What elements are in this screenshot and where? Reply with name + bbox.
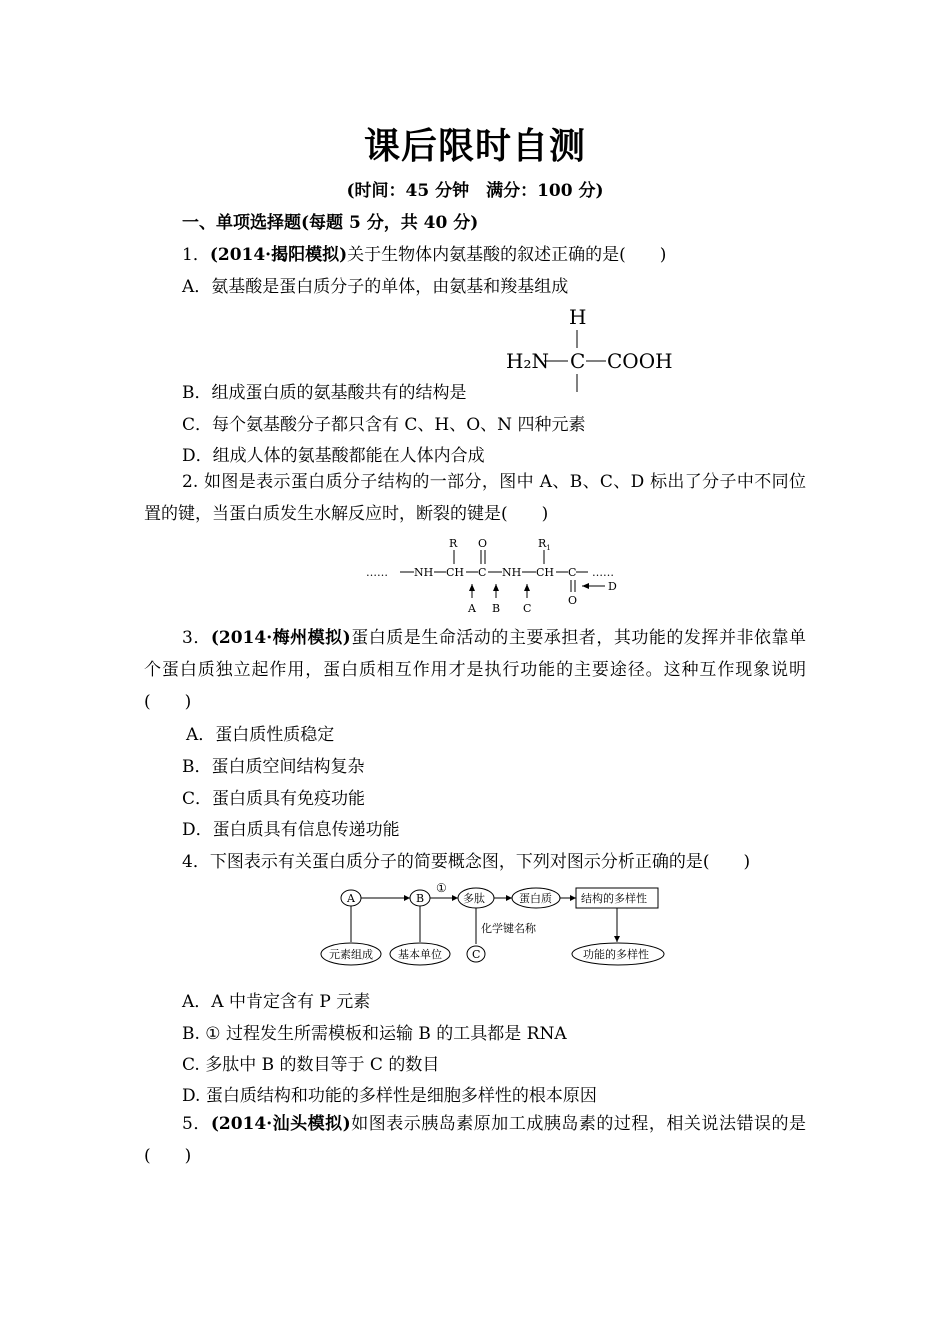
question-5-number: 5．: [182, 1114, 211, 1134]
question-3-option-c: C．蛋白质具有免疫功能: [182, 789, 366, 809]
fig-ch-1: CH: [446, 566, 465, 579]
peptide-bond-figure: [360, 534, 630, 616]
question-4-stem: 4．下图表示有关蛋白质分子的简要概念图，下列对图示分析正确的是( ): [182, 852, 751, 872]
fig-r1-letter: R: [538, 537, 547, 550]
question-4-option-a: A．A 中肯定含有 P 元素: [182, 992, 371, 1012]
question-3-number: 3．: [182, 628, 211, 648]
fig-label-c: C: [523, 602, 532, 615]
question-5-stem: 如图表示胰岛素原加工成胰岛素的过程，相关说法错误的是( ): [144, 1114, 806, 1166]
question-1-number: 1．: [182, 245, 210, 265]
question-1-option-a: A．氨基酸是蛋白质分子的单体，由氨基和羧基组成: [182, 277, 569, 297]
map-arrowhead: [452, 895, 458, 901]
fig-arrowhead: [524, 584, 530, 591]
question-4-option-c: C. 多肽中 B 的数目等于 C 的数目: [182, 1055, 440, 1075]
fig-o-bottom: O: [568, 594, 578, 607]
map-label-c: C: [472, 948, 481, 961]
question-3-source: (2014·梅州模拟): [210, 628, 351, 648]
map-label-b: B: [416, 892, 425, 905]
fig-nh-1: NH: [414, 566, 434, 579]
question-1: [182, 240, 666, 265]
exam-info: (时间：45 分钟 满分：100 分): [346, 181, 604, 201]
formula-c: C: [570, 349, 586, 373]
amino-acid-formula: [500, 304, 680, 396]
map-arrowhead: [404, 895, 410, 901]
map-arrowhead: [614, 936, 620, 942]
question-1-source: (2014·揭阳模拟): [209, 245, 348, 265]
formula-h2n: H₂N: [506, 349, 549, 373]
question-1-option-d: D．组成人体的氨基酸都能在人体内合成: [182, 446, 485, 466]
fig-arrowhead: [493, 584, 499, 591]
map-label-protein: 蛋白质: [519, 892, 552, 905]
question-3: [144, 622, 806, 718]
section-heading: 一、单项选择题(每题 5 分，共 40 分): [182, 213, 479, 233]
map-label-unit: 基本单位: [398, 948, 442, 961]
question-3-option-b: B．蛋白质空间结构复杂: [182, 757, 365, 777]
fig-label-a: A: [468, 602, 476, 615]
map-label-a: A: [347, 892, 355, 905]
fig-nh-2: NH: [502, 566, 522, 579]
fig-ch-2: CH: [536, 566, 555, 579]
formula-cooh: COOH: [607, 349, 673, 373]
question-1-option-b: B．组成蛋白质的氨基酸共有的结构是: [182, 383, 467, 403]
map-label-polypeptide: 多肽: [463, 892, 485, 905]
fig-arrowhead: [469, 584, 475, 591]
fig-dots-right: ……: [592, 566, 614, 579]
fig-label-d: D: [608, 580, 617, 593]
map-step-1: ①: [436, 881, 447, 895]
map-label-element: 元素组成: [329, 948, 373, 961]
fig-r1-subscript: 1: [546, 544, 551, 552]
question-3-option-a: A．蛋白质性质稳定: [186, 725, 335, 745]
question-3-stem: 蛋白质是生命活动的主要承担者，其功能的发挥并非依靠单个蛋白质独立起作用，蛋白质相互作用才是执行功能的主要途径。这种互作现象说明( ): [144, 628, 806, 712]
fig-r1: [538, 537, 551, 552]
question-1-stem: 关于生物体内氨基酸的叙述正确的是( ): [347, 245, 667, 265]
question-4-option-d: D. 蛋白质结构和功能的多样性是细胞多样性的根本原因: [182, 1086, 597, 1106]
page-title: 课后限时自测: [363, 126, 586, 167]
question-2-stem: 2. 如图是表示蛋白质分子结构的一部分，图中 A、B、C、D 标出了分子中不同位置的键，当蛋白质发生水解反应时，断裂的键是( ): [144, 472, 806, 524]
fig-c-1: C: [478, 566, 487, 579]
question-1-option-c: C．每个氨基酸分子都只含有 C、H、O、N 四种元素: [182, 415, 586, 435]
map-label-function: 功能的多样性: [583, 948, 649, 961]
fig-dots-left: ……: [366, 566, 388, 579]
map-arrowhead: [506, 895, 512, 901]
fig-o-top: O: [478, 537, 488, 550]
map-arrowhead: [570, 895, 576, 901]
fig-arrowhead: [582, 583, 589, 589]
question-5-source: (2014·汕头模拟): [210, 1114, 351, 1134]
concept-map-figure: [318, 880, 668, 970]
fig-r: R: [449, 537, 458, 550]
question-3-option-d: D．蛋白质具有信息传递功能: [182, 820, 400, 840]
fig-label-b: B: [492, 602, 501, 615]
map-label-bond: 化学键名称: [481, 922, 536, 935]
fig-c-2: C: [568, 566, 577, 579]
question-4-option-b: B. ① 过程发生所需模板和运输 B 的工具都是 RNA: [182, 1024, 567, 1044]
map-label-structure: 结构的多样性: [581, 892, 647, 905]
formula-h: H: [569, 305, 587, 329]
question-5: [144, 1108, 806, 1172]
